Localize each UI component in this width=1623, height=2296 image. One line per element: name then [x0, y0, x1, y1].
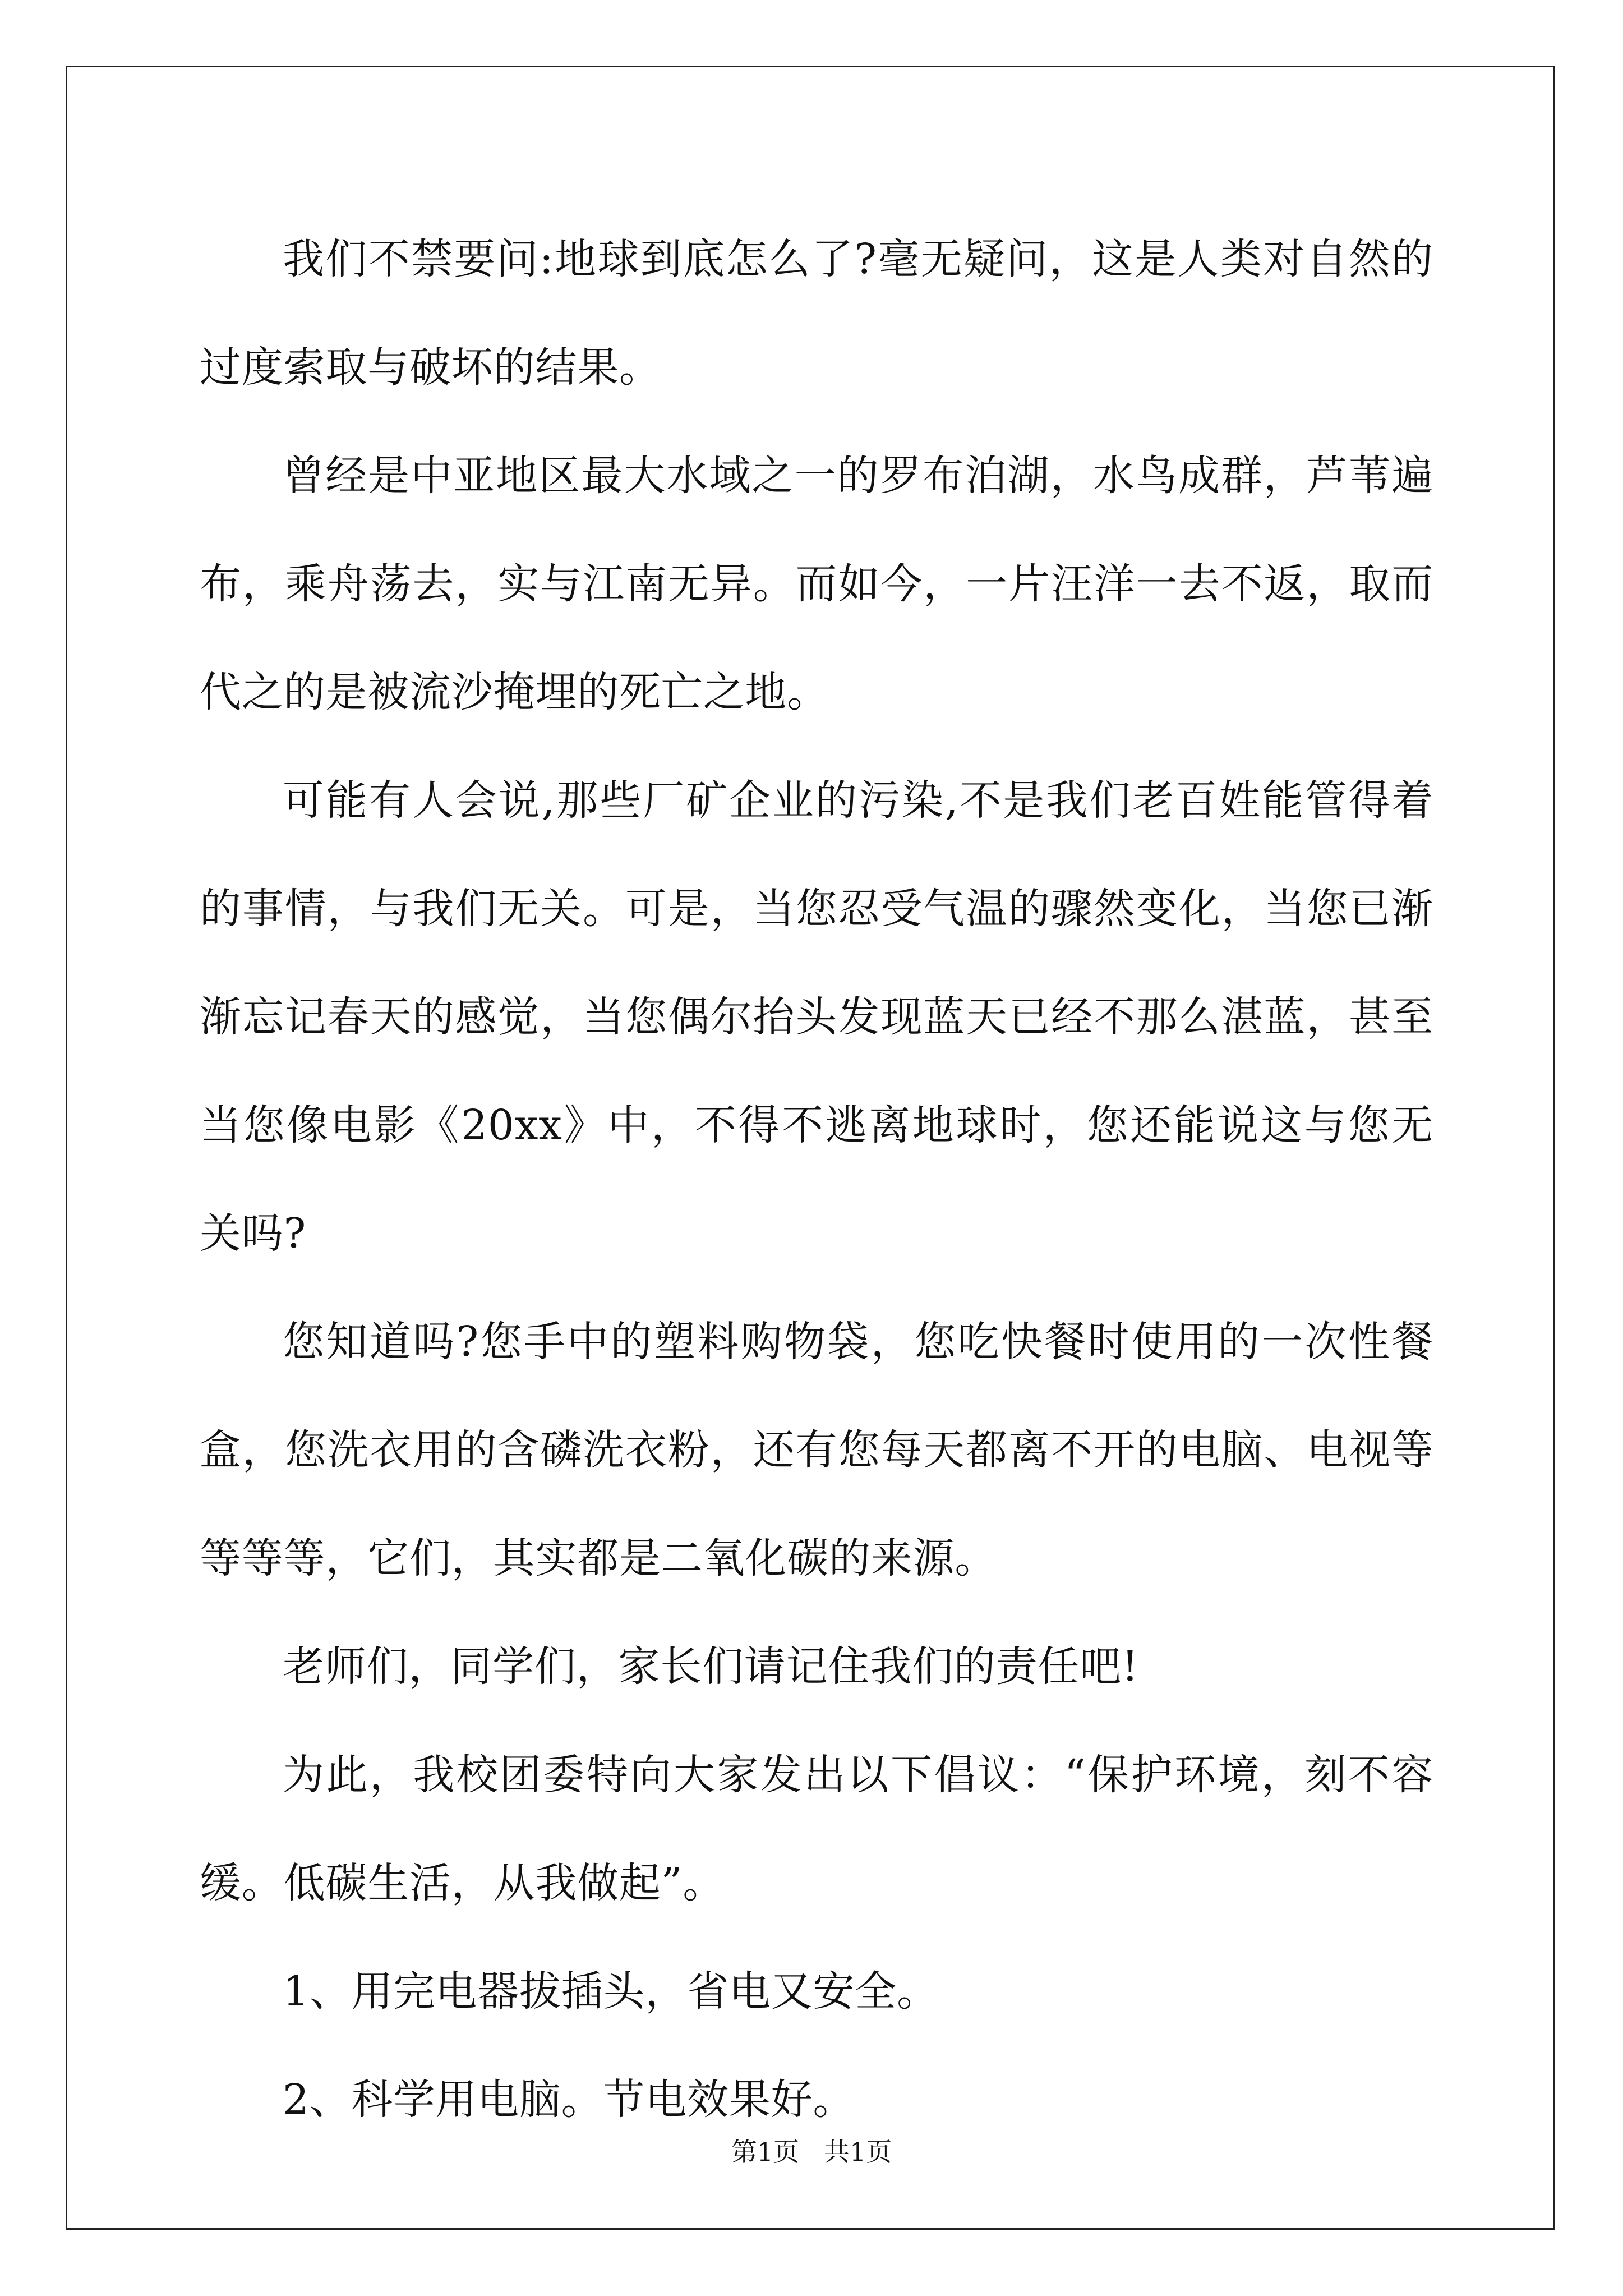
- document-body: [200, 205, 1433, 2154]
- paragraph: 2、科学用电脑。节电效果好。: [283, 2076, 855, 2124]
- paragraph: 曾经是中亚地区最大水域之一的罗布泊湖，水鸟成群，芦苇遍布，乘舟荡去，实与江南无异。而如今，一片汪洋一去不返，取而代之的是被流沙掩埋的死亡之地。: [200, 452, 1433, 716]
- paragraph: 我们不禁要问:地球到底怎么了?毫无疑问，这是人类对自然的过度索取与破坏的结果。: [200, 235, 1433, 392]
- paragraph: 为此，我校团委特向大家发出以下倡议：“保护环境，刻不容缓。低碳生活，从我做起”。: [200, 1751, 1433, 1907]
- paragraph: 您知道吗?您手中的塑料购物袋，您吃快餐时使用的一次性餐盒，您洗衣用的含磷洗衣粉，还有您每天都离不开的电脑、电视等等等等，它们，其实都是二氧化碳的来源。: [200, 1318, 1433, 1582]
- page-number: 第1页: [731, 2137, 800, 2167]
- paragraph: 老师们，同学们，家长们请记住我们的责任吧!: [283, 1642, 1139, 1691]
- paragraph: 1、用完电器拔插头，省电又安全。: [283, 1967, 939, 2016]
- page-total: 共1页: [823, 2137, 892, 2167]
- paragraph: 可能有人会说,那些厂矿企业的污染,不是我们老百姓能管得着的事情，与我们无关。可是，当您忍受气温的骤然变化，当您已渐渐忘记春天的感觉，当您偶尔抬头发现蓝天已经不那么湛蓝，甚至当您像电影《20xx》中，不得不逃离地球时，您还能说这与您无关吗?: [200, 776, 1433, 1258]
- page-footer: [0, 2132, 1623, 2169]
